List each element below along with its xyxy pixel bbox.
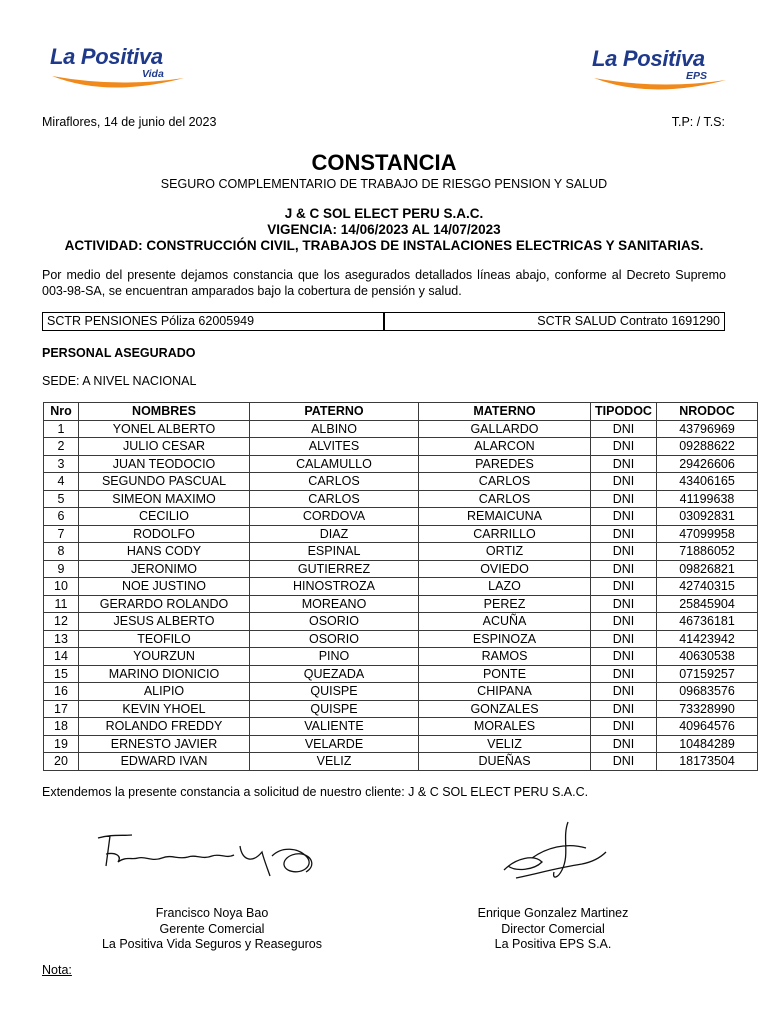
cell-paterno: MOREANO <box>250 595 419 613</box>
cell-paterno: VELARDE <box>250 735 419 753</box>
table-row <box>44 648 758 666</box>
cell-nombres: NOE JUSTINO <box>79 578 250 596</box>
cell-paterno: VELIZ <box>250 753 419 771</box>
cell-tipodoc: DNI <box>591 560 657 578</box>
cell-nrodoc: 73328990 <box>657 700 758 718</box>
cell-materno: GONZALES <box>419 700 591 718</box>
company-name: J & C SOL ELECT PERU S.A.C. <box>284 206 484 221</box>
cell-nrodoc: 43796969 <box>657 420 758 438</box>
cell-nombres: JESUS ALBERTO <box>79 613 250 631</box>
cell-tipodoc: DNI <box>591 543 657 561</box>
cell-tipodoc: DNI <box>591 438 657 456</box>
cell-nombres: HANS CODY <box>79 543 250 561</box>
table-row <box>44 490 758 508</box>
cell-paterno: CARLOS <box>250 490 419 508</box>
cell-nrodoc: 09288622 <box>657 438 758 456</box>
table-row <box>44 578 758 596</box>
cell-tipodoc: DNI <box>591 665 657 683</box>
cell-nombres: TEOFILO <box>79 630 250 648</box>
cell-materno: CARLOS <box>419 490 591 508</box>
col-header-nro: Nro <box>44 403 79 421</box>
section-title: PERSONAL ASEGURADO <box>42 346 196 360</box>
table-row <box>44 718 758 736</box>
cell-nro: 1 <box>44 420 79 438</box>
cell-nro: 2 <box>44 438 79 456</box>
cell-nombres: JUAN TEODOCIO <box>79 455 250 473</box>
activity: ACTIVIDAD: CONSTRUCCIÓN CIVIL, TRABAJOS DE INSTALACIONES ELECTRICAS Y SANITARIAS. <box>64 238 704 253</box>
cell-tipodoc: DNI <box>591 700 657 718</box>
logo-la-positiva-eps <box>590 46 730 102</box>
cell-paterno: QUEZADA <box>250 665 419 683</box>
cell-materno: OVIEDO <box>419 560 591 578</box>
cell-paterno: PINO <box>250 648 419 666</box>
col-header-nrodoc: NRODOC <box>657 403 758 421</box>
signer-name: Francisco Noya Bao <box>155 906 269 920</box>
table-row <box>44 455 758 473</box>
cell-nombres: EDWARD IVAN <box>79 753 250 771</box>
cell-paterno: OSORIO <box>250 630 419 648</box>
cell-tipodoc: DNI <box>591 508 657 526</box>
cell-nombres: GERARDO ROLANDO <box>79 595 250 613</box>
cell-materno: CARLOS <box>419 473 591 491</box>
cell-materno: CARRILLO <box>419 525 591 543</box>
cell-materno: ESPINOZA <box>419 630 591 648</box>
cell-tipodoc: DNI <box>591 595 657 613</box>
cell-paterno: QUISPE <box>250 683 419 701</box>
cell-materno: GALLARDO <box>419 420 591 438</box>
cell-nrodoc: 09826821 <box>657 560 758 578</box>
cell-paterno: QUISPE <box>250 700 419 718</box>
cell-paterno: CALAMULLO <box>250 455 419 473</box>
tp-ts: T.P: / T.S: <box>671 115 725 129</box>
cell-nro: 8 <box>44 543 79 561</box>
cell-paterno: HINOSTROZA <box>250 578 419 596</box>
table-header-row <box>44 403 758 421</box>
signature-left-image <box>92 826 328 886</box>
cell-materno: VELIZ <box>419 735 591 753</box>
cell-paterno: ALBINO <box>250 420 419 438</box>
table-row <box>44 560 758 578</box>
logo-swoosh-icon <box>48 72 188 94</box>
cell-materno: MORALES <box>419 718 591 736</box>
cell-tipodoc: DNI <box>591 613 657 631</box>
cell-tipodoc: DNI <box>591 718 657 736</box>
cell-nombres: ERNESTO JAVIER <box>79 735 250 753</box>
logo-left-sub: Vida <box>142 68 164 80</box>
cell-nro: 19 <box>44 735 79 753</box>
cell-materno: ALARCON <box>419 438 591 456</box>
cell-tipodoc: DNI <box>591 630 657 648</box>
table-row <box>44 735 758 753</box>
cell-paterno: DIAZ <box>250 525 419 543</box>
cell-tipodoc: DNI <box>591 525 657 543</box>
cell-nro: 14 <box>44 648 79 666</box>
cell-nrodoc: 40964576 <box>657 718 758 736</box>
sctr-salud-box <box>384 312 725 331</box>
cell-tipodoc: DNI <box>591 578 657 596</box>
cell-nro: 11 <box>44 595 79 613</box>
cell-nro: 7 <box>44 525 79 543</box>
cell-materno: PONTE <box>419 665 591 683</box>
table-row <box>44 438 758 456</box>
logo-swoosh-icon <box>590 74 730 96</box>
cell-nombres: SIMEON MAXIMO <box>79 490 250 508</box>
cell-tipodoc: DNI <box>591 455 657 473</box>
col-header-tipodoc: TIPODOC <box>591 403 657 421</box>
sctr-salud: SCTR SALUD Contrato 1691290 <box>537 314 720 328</box>
sctr-pensiones: SCTR PENSIONES Póliza 62005949 <box>47 314 255 328</box>
closing-text: Extendemos la presente constancia a solicitud de nuestro cliente: J & C SOL ELECT PERU S.A.C. <box>42 785 589 799</box>
cell-paterno: GUTIERREZ <box>250 560 419 578</box>
signer-role: Gerente Comercial <box>159 921 265 936</box>
table-row <box>44 420 758 438</box>
table-row <box>44 508 758 526</box>
table-row <box>44 613 758 631</box>
cell-nro: 13 <box>44 630 79 648</box>
signature-block-right <box>413 906 693 953</box>
cell-nrodoc: 18173504 <box>657 753 758 771</box>
page-title: CONSTANCIA <box>311 150 457 175</box>
col-header-materno: MATERNO <box>419 403 591 421</box>
col-header-nombres: NOMBRES <box>79 403 250 421</box>
cell-nro: 3 <box>44 455 79 473</box>
cell-materno: RAMOS <box>419 648 591 666</box>
cell-nombres: MARINO DIONICIO <box>79 665 250 683</box>
cell-materno: PAREDES <box>419 455 591 473</box>
logo-left-name: La Positiva <box>50 44 163 69</box>
cell-nrodoc: 10484289 <box>657 735 758 753</box>
cell-nombres: SEGUNDO PASCUAL <box>79 473 250 491</box>
cell-nrodoc: 07159257 <box>657 665 758 683</box>
cell-nrodoc: 40630538 <box>657 648 758 666</box>
cell-nombres: JULIO CESAR <box>79 438 250 456</box>
cell-nrodoc: 29426606 <box>657 455 758 473</box>
signature-right-image <box>496 818 616 890</box>
place-date: Miraflores, 14 de junio del 2023 <box>42 115 217 129</box>
cell-tipodoc: DNI <box>591 648 657 666</box>
cell-paterno: CORDOVA <box>250 508 419 526</box>
cell-nombres: YOURZUN <box>79 648 250 666</box>
table-row <box>44 665 758 683</box>
cell-paterno: OSORIO <box>250 613 419 631</box>
cell-nrodoc: 25845904 <box>657 595 758 613</box>
cell-nombres: JERONIMO <box>79 560 250 578</box>
cell-nrodoc: 09683576 <box>657 683 758 701</box>
cell-nro: 16 <box>44 683 79 701</box>
cell-nrodoc: 41199638 <box>657 490 758 508</box>
cell-nro: 10 <box>44 578 79 596</box>
validity: VIGENCIA: 14/06/2023 AL 14/07/2023 <box>267 222 501 237</box>
cell-nrodoc: 42740315 <box>657 578 758 596</box>
insured-table <box>43 402 758 771</box>
cell-nrodoc: 41423942 <box>657 630 758 648</box>
cell-paterno: ESPINAL <box>250 543 419 561</box>
table-row <box>44 543 758 561</box>
table-row <box>44 473 758 491</box>
cell-materno: PEREZ <box>419 595 591 613</box>
signer-org: La Positiva EPS S.A. <box>494 937 612 951</box>
signer-role: Director Comercial <box>501 921 605 936</box>
table-row <box>44 595 758 613</box>
cell-tipodoc: DNI <box>591 683 657 701</box>
cell-nrodoc: 43406165 <box>657 473 758 491</box>
cell-nro: 20 <box>44 753 79 771</box>
page-subtitle: SEGURO COMPLEMENTARIO DE TRABAJO DE RIESGO PENSION Y SALUD <box>160 177 608 191</box>
cell-tipodoc: DNI <box>591 473 657 491</box>
signature-block-left <box>72 906 352 953</box>
signer-name: Enrique Gonzalez Martinez <box>477 906 629 920</box>
cell-nrodoc: 71886052 <box>657 543 758 561</box>
sede: SEDE: A NIVEL NACIONAL <box>42 374 197 388</box>
cell-materno: CHIPANA <box>419 683 591 701</box>
cell-paterno: CARLOS <box>250 473 419 491</box>
intro-text: Por medio del presente dejamos constancia que los asegurados detallados líneas abajo, conforme al Decreto Supremo 003-98-SA, se encuentran amparados bajo la cobertura de pensión y salud. <box>42 268 726 298</box>
cell-nombres: YONEL ALBERTO <box>79 420 250 438</box>
cell-materno: ORTIZ <box>419 543 591 561</box>
cell-nro: 5 <box>44 490 79 508</box>
cell-tipodoc: DNI <box>591 735 657 753</box>
table-row <box>44 683 758 701</box>
cell-tipodoc: DNI <box>591 490 657 508</box>
cell-nombres: ALIPIO <box>79 683 250 701</box>
cell-nrodoc: 46736181 <box>657 613 758 631</box>
cell-paterno: VALIENTE <box>250 718 419 736</box>
cell-nro: 17 <box>44 700 79 718</box>
logo-right-sub: EPS <box>686 70 708 82</box>
cell-tipodoc: DNI <box>591 420 657 438</box>
signer-org: La Positiva Vida Seguros y Reaseguros <box>101 937 323 951</box>
logo-la-positiva-vida <box>48 44 188 100</box>
cell-materno: LAZO <box>419 578 591 596</box>
cell-nro: 6 <box>44 508 79 526</box>
cell-materno: REMAICUNA <box>419 508 591 526</box>
cell-nombres: RODOLFO <box>79 525 250 543</box>
cell-nro: 15 <box>44 665 79 683</box>
cell-nrodoc: 03092831 <box>657 508 758 526</box>
logo-right-name: La Positiva <box>592 46 705 71</box>
cell-paterno: ALVITES <box>250 438 419 456</box>
table-row <box>44 753 758 771</box>
col-header-paterno: PATERNO <box>250 403 419 421</box>
cell-materno: DUEÑAS <box>419 753 591 771</box>
cell-nombres: ROLANDO FREDDY <box>79 718 250 736</box>
cell-nombres: KEVIN YHOEL <box>79 700 250 718</box>
cell-nro: 12 <box>44 613 79 631</box>
cell-tipodoc: DNI <box>591 753 657 771</box>
cell-nro: 9 <box>44 560 79 578</box>
cell-nombres: CECILIO <box>79 508 250 526</box>
sctr-pensiones-box <box>42 312 384 331</box>
table-row <box>44 630 758 648</box>
table-row <box>44 525 758 543</box>
cell-nrodoc: 47099958 <box>657 525 758 543</box>
cell-nro: 18 <box>44 718 79 736</box>
cell-materno: ACUÑA <box>419 613 591 631</box>
table-row <box>44 700 758 718</box>
note-label: Nota: <box>42 963 72 977</box>
cell-nro: 4 <box>44 473 79 491</box>
